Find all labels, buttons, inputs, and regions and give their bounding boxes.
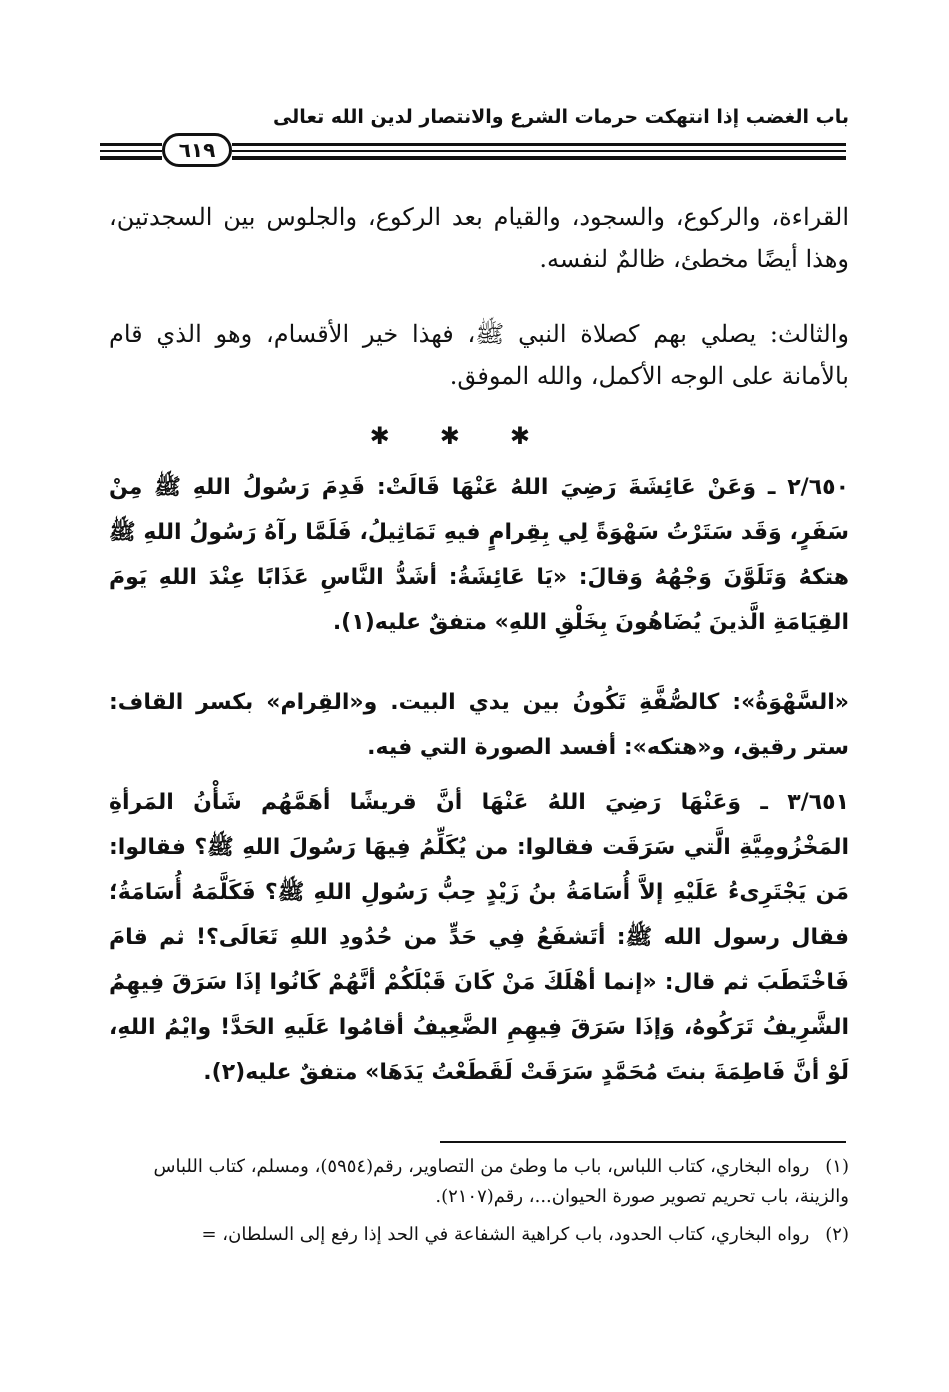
header-rule (232, 143, 846, 146)
footnote-separator (440, 1141, 846, 1143)
footnote-text: رواه البخاري، كتاب اللباس، باب ما وطئ من التصاوير، رقم(٥٩٥٤)، ومسلم، كتاب اللباس والزينة، باب تحريم تصوير صورة الحيوان...، رقم(٢١٠٧). (153, 1156, 849, 1207)
gloss-paragraph: «السَّهْوَةُ»: كالصُّفَّةِ تَكُونُ بين يدي البيت. و«القِرام» بكسر القاف: ستر رقيق، و«هتكه»: أفسد الصورة التي فيه. (109, 690, 849, 760)
paragraph-1: القراءة، والركوع، والسجود، والقيام بعد الركوع، والجلوس بين السجدتين، وهذا أيضًا مخطئ، ظالمٌ لنفسه. (109, 203, 849, 273)
footnote-2 (109, 1220, 849, 1250)
footnote-text: رواه البخاري، كتاب الحدود، باب كراهية الشفاعة في الحد إذا رفع إلى السلطان، = (201, 1224, 810, 1245)
footnote-number: (١) (825, 1156, 849, 1177)
section-separator: ✱✱✱ (369, 422, 580, 450)
header-rule (100, 156, 162, 160)
page-number: ٦١٩ (162, 133, 232, 167)
footnote-number: (٢) (825, 1224, 849, 1245)
hadith-651: ٣/٦٥١ ـ وَعَنْهَا رَضِيَ اللهُ عَنْهَا أنَّ قريشًا أهَمَّهُم شَأْنُ المَرأةِ المَخْزُومِيَّةِ الَّتي سَرَقَت فقالوا: من يُكَلِّمُ فِيهَا رَسُولَ اللهِ ﷺ؟ فقالوا: مَن يَجْتَرِىءُ عَلَيْهِ إلاَّ أُسَامَةُ بنُ زَيْدٍ حِبُّ رَسُولِ اللهِ ﷺ؟ فَكَلَّمَهُ أُسَامَةُ؛ فقال رسول الله ﷺ: أتَشفَعُ فِي حَدٍّ من حُدُودِ اللهِ تَعَالَى؟! ثم قامَ فَاخْتَطَبَ ثم قال: «إنما أهْلَكَ مَنْ كَانَ قَبْلَكُمْ أنَّهُمْ كَانُوا إذَا سَرَقَ فِيهِمُ الشَّرِيفُ تَرَكُوهُ، وَإذَا سَرَقَ فِيهِمِ الضَّعِيفُ أقامُوا عَلَيهِ الحَدَّ! وايْمُ اللهِ، لَوْ أنَّ فَاطِمَةَ بنتَ مُحَمَّدٍ سَرَقَتْ لَقَطَعْتُ يَدَهَا» متفقٌ عليه(٢). (109, 790, 849, 1085)
hadith-650: ٢/٦٥٠ ـ وَعَنْ عَائِشَةَ رَضِيَ اللهُ عَنْهَا قَالَتْ: قَدِمَ رَسُولُ اللهِ ﷺ مِنْ سَفَرٍ، وَقَد سَتَرْتُ سَهْوَةً لِي بِقِرامٍ فيهِ تَمَاثِيلُ، فَلَمَّا رآهُ رَسُولُ اللهِ ﷺ هتكهُ وَتَلَوَّنَ وَجْهُهُ وَقالَ: «يَا عَائِشَةُ: أشَدُّ النَّاسِ عَذَابًا عِنْدَ اللهِ يَومَ القِيَامَةِ الَّذينَ يُضَاهُونَ بِخَلْقِ اللهِ» متفقٌ عليه(١). (109, 475, 849, 635)
header-rule (100, 143, 162, 146)
header-rule (232, 156, 846, 160)
footnote-1 (109, 1152, 849, 1212)
running-header: باب الغضب إذا انتهكت حرمات الشرع والانتصار لدين الله تعالى (272, 106, 849, 128)
header-rule (100, 150, 162, 152)
paragraph-2: والثالث: يصلي بهم كصلاة النبي ﷺ، فهذا خير الأقسام، وهو الذي قام بالأمانة على الوجه الأكمل، والله الموفق. (109, 320, 849, 390)
header-rule (232, 150, 846, 152)
